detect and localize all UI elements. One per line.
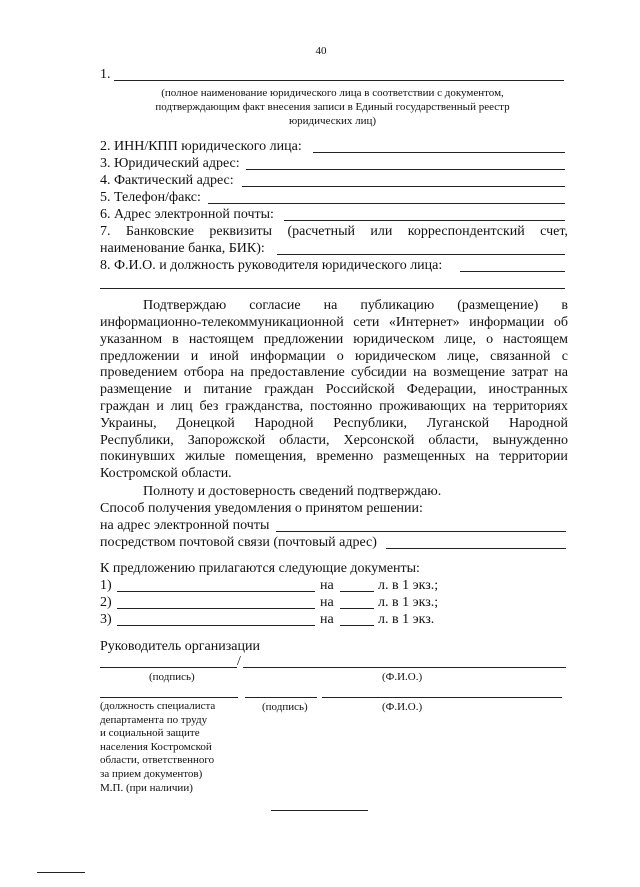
- consent-word: территории: [499, 449, 568, 465]
- consent-line-10: [100, 448, 568, 465]
- consent-word: о: [486, 331, 494, 347]
- field-inn-kpp-label: 2. ИНН/КПП юридического лица:: [100, 139, 302, 154]
- consent-word: покинувших: [100, 449, 176, 465]
- field-phone-fax-line: [208, 203, 565, 204]
- consent-line-4: [100, 348, 568, 365]
- field-phone-fax-label: 5. Телефон/факс:: [100, 190, 201, 205]
- consent-word: предложении: [100, 348, 180, 364]
- specialist-signature-line: [245, 697, 317, 698]
- item1-caption-1: (полное наименование юридического лица в соответствии с документом,: [161, 87, 504, 99]
- consent-word: на: [554, 365, 568, 381]
- item1-fill-line: [114, 80, 564, 81]
- attachment-2-number: 2): [100, 595, 112, 610]
- consent-word: об: [553, 315, 568, 330]
- consent-word: связанной: [490, 348, 551, 364]
- consent-word: помещения,: [235, 449, 307, 465]
- consent-word: о: [336, 348, 344, 364]
- consent-word: проживающих: [379, 399, 466, 414]
- notification-post-label: посредством почтовой связи (почтовый адрес): [100, 535, 377, 550]
- consent-word: граждан: [264, 382, 314, 398]
- item1-number: 1.: [100, 67, 111, 82]
- field-bank-details-line: [277, 254, 565, 255]
- head-title: Руководитель организации: [100, 639, 260, 654]
- attachment-2-count-line: [340, 608, 374, 609]
- consent-word: Запорожской: [187, 432, 266, 448]
- consent-word: иностранных: [488, 382, 568, 398]
- stamp-caption: М.П. (при наличии): [100, 781, 193, 794]
- head-signature-caption: (подпись): [149, 671, 195, 683]
- consent-word: на: [413, 365, 427, 381]
- consent-word: указанном: [100, 331, 163, 347]
- consent-word: Украины,: [100, 415, 157, 431]
- consent-word: лиц: [170, 399, 193, 414]
- consent-word: Федерации,: [406, 382, 477, 398]
- consent-word: юридическом: [354, 348, 437, 364]
- field-head-fio-line: [460, 271, 565, 272]
- attachment-1-sheets: л. в 1 экз.;: [378, 578, 439, 593]
- consent-word: временно: [316, 449, 374, 465]
- scan-mark: [37, 872, 85, 873]
- specialist-fio-caption: (Ф.И.О.): [382, 701, 423, 713]
- consent-word: отбора: [183, 365, 224, 381]
- consent-word: иной: [209, 348, 239, 364]
- consent-word: затрат: [511, 365, 549, 381]
- consent-word: граждан: [100, 399, 150, 414]
- consent-line-2: [100, 314, 568, 331]
- consent-word: лице,: [444, 331, 477, 347]
- notification-email-line: [276, 531, 566, 532]
- attachment-3-sheets: л. в 1 экз.: [378, 612, 435, 627]
- consent-word: размещенных: [383, 449, 466, 465]
- consent-line-6: [100, 381, 568, 398]
- attachment-1-count-line: [340, 591, 374, 592]
- consent-word: с: [561, 348, 568, 364]
- consent-word: сети: [353, 315, 380, 330]
- consent-word: информации: [469, 315, 545, 330]
- field-email-line: [284, 220, 565, 221]
- specialist-position-line: [100, 697, 238, 698]
- consent-word: лице,: [447, 348, 479, 364]
- consent-line-8: [100, 415, 568, 432]
- attachment-3-number: 3): [100, 612, 112, 627]
- consent-word: юридическом: [353, 331, 435, 347]
- field-actual-address-label: 4. Фактический адрес:: [100, 173, 234, 188]
- consent-word: на: [472, 399, 487, 414]
- head-signature-line: [100, 667, 237, 668]
- specialist-caption-3: и социальной защите: [100, 727, 200, 740]
- page-number: 40: [315, 45, 327, 57]
- consent-word: в: [172, 331, 179, 347]
- consent-word: и: [156, 399, 164, 414]
- notification-email-label: на адрес электронной почты: [100, 518, 270, 533]
- attachment-2-sheets: л. в 1 экз.;: [378, 595, 439, 610]
- consent-word: проведением: [100, 365, 178, 381]
- consent-word: области,: [279, 432, 330, 448]
- consent-word: постоянно: [310, 399, 373, 414]
- item1-caption-2: подтверждающим факт внесения записи в Единый государственный реестр: [155, 101, 510, 113]
- consent-word: предложении: [263, 331, 344, 347]
- consent-word: Российской: [325, 382, 395, 398]
- notification-post-line: [386, 548, 566, 549]
- field-head-fio-label: 8. Ф.И.О. и должность руководителя юридического лица:: [100, 258, 443, 273]
- consent-word: без: [199, 399, 219, 414]
- attachments-title: К предложению прилагаются следующие документы:: [100, 561, 420, 576]
- consent-line-9: [100, 432, 568, 449]
- attachment-3-on: на: [320, 612, 334, 627]
- consent-word: возмещение: [433, 365, 506, 381]
- attachment-3-name-line: [117, 625, 315, 626]
- consent-word: предоставление: [250, 365, 345, 381]
- consent-word: и: [183, 382, 192, 398]
- attachment-2-name-line: [117, 608, 315, 609]
- consent-word: настоящем: [503, 331, 568, 347]
- consent-line-7: [100, 398, 568, 415]
- attachment-1-name-line: [117, 591, 315, 592]
- head-slash: /: [237, 654, 241, 669]
- consent-word: и: [190, 348, 199, 364]
- consent-word: на: [230, 365, 244, 381]
- specialist-fio-line: [322, 697, 562, 698]
- consent-line-1: Подтверждаю согласие на публикацию (размещение) в: [143, 298, 568, 313]
- consent-word: Республики,: [100, 432, 174, 448]
- field-actual-address-line: [242, 186, 565, 187]
- field-inn-kpp-line: [313, 152, 565, 153]
- consent-word: на: [475, 449, 490, 465]
- field-legal-address-line: [246, 169, 565, 170]
- consent-word: вынужденно: [492, 432, 568, 448]
- item1-caption-3: юридических лиц): [288, 115, 377, 127]
- attachment-1-number: 1): [100, 578, 112, 593]
- attachment-3-count-line: [340, 625, 374, 626]
- notification-title: Способ получения уведомления о принятом решении:: [100, 501, 423, 516]
- consent-word: информационно-телекоммуникационной: [100, 315, 344, 330]
- consent-word: размещение: [100, 382, 172, 398]
- attachment-1-on: на: [320, 578, 334, 593]
- end-separator: [271, 810, 368, 811]
- consent-word: информации: [250, 348, 326, 364]
- head-fio-line: [243, 667, 566, 668]
- field-legal-address-label: 3. Юридический адрес:: [100, 156, 240, 171]
- consent-word: Луганской: [426, 415, 490, 431]
- consent-word: Херсонской: [343, 432, 415, 448]
- consent-word: гражданства,: [225, 399, 304, 414]
- confirmation-text: Полноту и достоверность сведений подтверждаю.: [143, 484, 442, 499]
- head-fio-caption: (Ф.И.О.): [382, 671, 423, 683]
- consent-word: области,: [428, 432, 479, 448]
- consent-word: субсидии: [351, 365, 407, 381]
- specialist-caption-1: (должность специалиста: [100, 700, 216, 712]
- consent-word: Донецкой: [176, 415, 235, 431]
- attachment-2-on: на: [320, 595, 334, 610]
- consent-word: Народной: [508, 415, 568, 431]
- consent-word: «Интернет»: [388, 315, 460, 330]
- specialist-caption-5: области, ответственного: [100, 754, 215, 767]
- consent-word: Народной: [254, 415, 314, 431]
- consent-line-3: [100, 331, 568, 348]
- field-bank-details-label-2: наименование банка, БИК):: [100, 241, 265, 256]
- field-bank-details-line-1: 7. Банковские реквизиты (расчетный или корреспондентский счет,: [100, 224, 568, 239]
- consent-word: настоящем: [188, 331, 254, 347]
- field-email-label: 6. Адрес электронной почты:: [100, 207, 274, 222]
- specialist-signature-caption: (подпись): [262, 701, 308, 713]
- consent-last-line: Костромской области.: [100, 466, 232, 481]
- consent-word: Республики,: [333, 415, 407, 431]
- consent-word: питание: [203, 382, 253, 398]
- specialist-caption-4: населения Костромской: [100, 740, 212, 753]
- consent-line-5: [100, 364, 568, 381]
- consent-word: территориях: [493, 399, 568, 414]
- consent-word: жилые: [185, 449, 226, 465]
- specialist-caption-6: за прием документов): [100, 768, 203, 780]
- specialist-caption-2: департамента по труду: [100, 713, 208, 726]
- field-head-fio-line-2: [100, 288, 565, 289]
